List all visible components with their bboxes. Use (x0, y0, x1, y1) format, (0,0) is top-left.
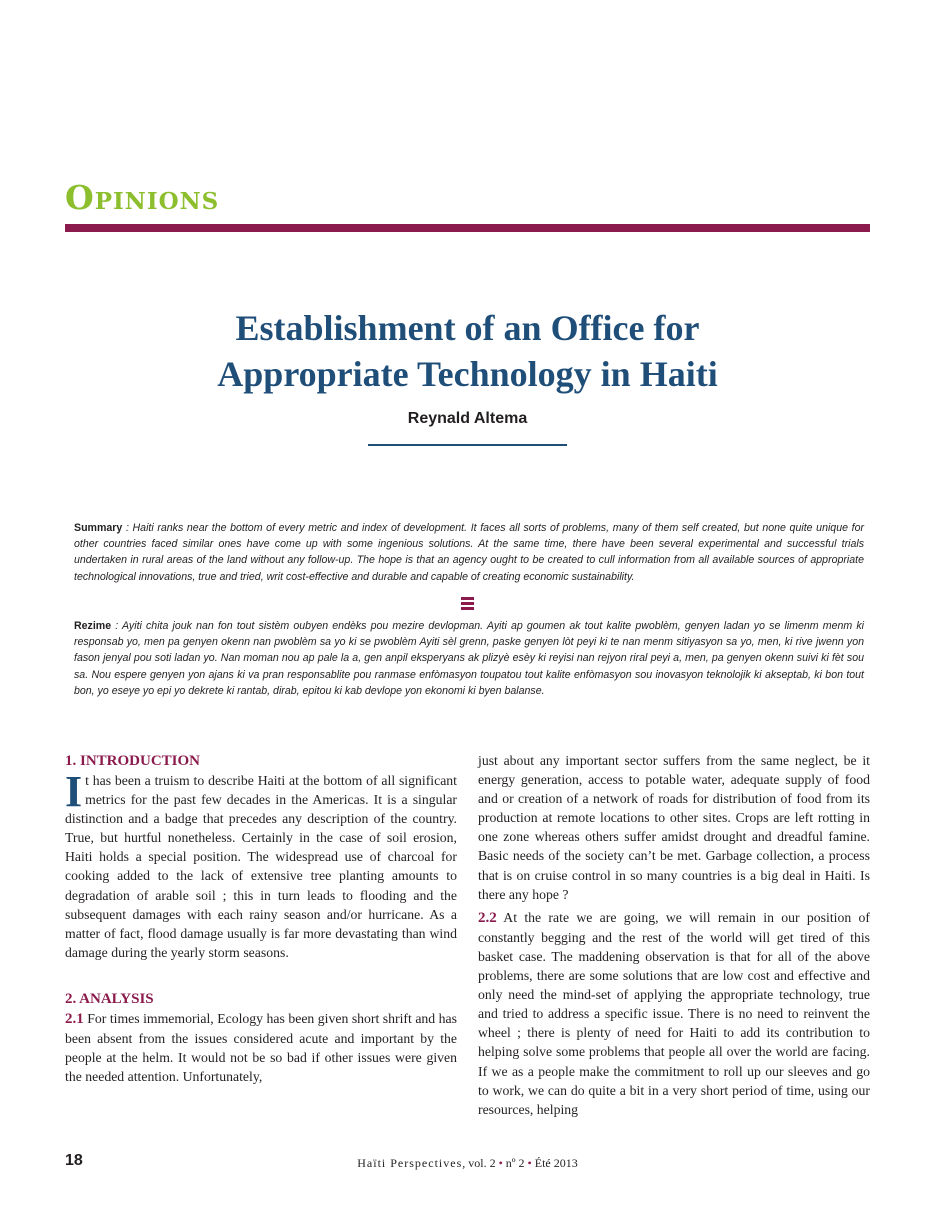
rezime-abstract (74, 618, 864, 699)
analysis-heading: 2. ANALYSIS (65, 990, 154, 1007)
author-name: Reynald Altema (407, 410, 528, 427)
rezime-label: Rezime (74, 620, 112, 632)
section-heading: Opinions (65, 178, 220, 217)
journal-volume: , vol. 2 (462, 1156, 499, 1170)
analysis-p1-text: For times immemorial, Ecology has been given short shrift and has been absent from the issues considered acute and important by the people at the helm. It would not be so bad if other issues were given the needed attention. Unfortunately, (65, 1010, 457, 1085)
journal-season: Été 2013 (531, 1156, 578, 1170)
analysis-p2-text: At the rate we are going, we will remain in our position of constantly begging and the rest of the world will get tired of this basket case. The maddening observation is that for all of the above problems, there are some solutions that are low cost and effective and only need the mind-set of applying the appropriate technology, true and tried to address a specific issue. There is no need to reinvent the wheel ; there is plenty of need for Haiti to add its contribution to helping solve some problems that people all over the world are facing. If we as a people make the commitment to roll up our sleeves and go to work, we can do quite a bit in a very short period of time, using our resources, helping (478, 909, 870, 1117)
journal-name: Haïti Perspectives (357, 1156, 463, 1170)
intro-heading: 1. INTRODUCTION (65, 753, 201, 769)
paragraph-number-2-2: 2.2 (478, 909, 497, 926)
section-divider (65, 224, 870, 232)
citation-bullet-1: • (498, 1156, 503, 1170)
page-number: 18 (65, 1152, 83, 1169)
intro-text: t has been a truism to describe Haiti at the bottom of all significant metrics for the past few decades in the Americas. It is a singular distinction and a badge that precedes any description of the country. True, but hurtful nonetheless. Certainly in the case of soil erosion, Haiti holds a special position. The widespread use of charcoal for cooking added to the lack of extensive tree planting amounts to degradation of arable soil ; this in turn leads to flooding and the subsequent damages with each rainy season and/or hurricane. As a matter of fact, flood damage usually is far more devastating than wind damage during the yearly storm seasons. (65, 773, 457, 960)
intro-paragraph (65, 767, 457, 962)
title-line-1: Establishment of an Office for (235, 308, 700, 348)
analysis-paragraph-1-continued: just about any important sector suffers from the same neglect, be it energy generation, access to potable water, adequate supply of food and or creation of a network of roads for distribution of food from its production at remote locations to other sites. Crops are left rotting in one zone whereas others suffer amidst drought and dreadful famine. Basic needs of the society can’t be met. Garbage collection, a process that is on cruise control in so many countries is a big deal in Haiti. Is there any hope ? (478, 753, 870, 902)
body-column-left (65, 751, 457, 1086)
paragraph-number-2-1: 2.1 (65, 1010, 84, 1027)
dropcap: I (65, 767, 83, 816)
journal-citation (300, 1156, 635, 1171)
summary-abstract (74, 520, 864, 585)
analysis-paragraph-1 (65, 1009, 457, 1086)
rezime-text: : Ayiti chita jouk nan fon tout sistèm oubyen endèks pou mezire devlopman. Ayiti ap goumen ak tout kalite pwoblèm, genyen ladan yo se limenm menm ki responsab yo, men pa genyen okenn nan pwoblèm sa yo ki se pwoblèm Ayiti sèl grenn, paske genyen lòt peyi ki te nan menm sitiyasyon sa yo, men, ki rive jwenn yon fason jenyal pou soti ladan yo. Nan moman nou ap pale la a, gen anpil eksperyans ak plizyè esèy ki reyisi nan rejyon riral peyi a, men, pa genyen okenn suivi ki fèt sou sa. Nou espere genyen yon ajans ki va pran responsablite pou ranmase enfòmasyon toupatou tout kalite enfòmasyon sou inovasyon teknolojik ki akseptab, ki bon tout bon, yo eseye yo epi yo dekrete ki rantab, dirab, epitou ki kab devlope yon ekonomi ki byen balanse. (74, 620, 864, 697)
journal-issue: nº 2 (502, 1156, 528, 1170)
summary-text: : Haiti ranks near the bottom of every metric and index of development. It faces all sorts of problems, many of them self created, but none quite unique for other countries faced similar ones have come up with some ingenious solutions. At the same time, there have been several experimental and successful trials undertaken in rural areas of the land without any follow-up. The hope is that an agency ought to be created to cull information from all available sources of appropriate technological innovations, true and tried, writ cost-effective and durable and capable of creating economic sustainability. (74, 522, 864, 583)
separator-bars-icon (461, 597, 474, 610)
body-column-right (478, 751, 870, 1119)
citation-bullet-2: • (527, 1156, 532, 1170)
article-title (100, 305, 835, 397)
title-line-2: Appropriate Technology in Haiti (217, 354, 718, 394)
summary-label: Summary (74, 522, 123, 534)
author-divider (368, 444, 567, 446)
analysis-paragraph-2 (478, 908, 870, 1119)
